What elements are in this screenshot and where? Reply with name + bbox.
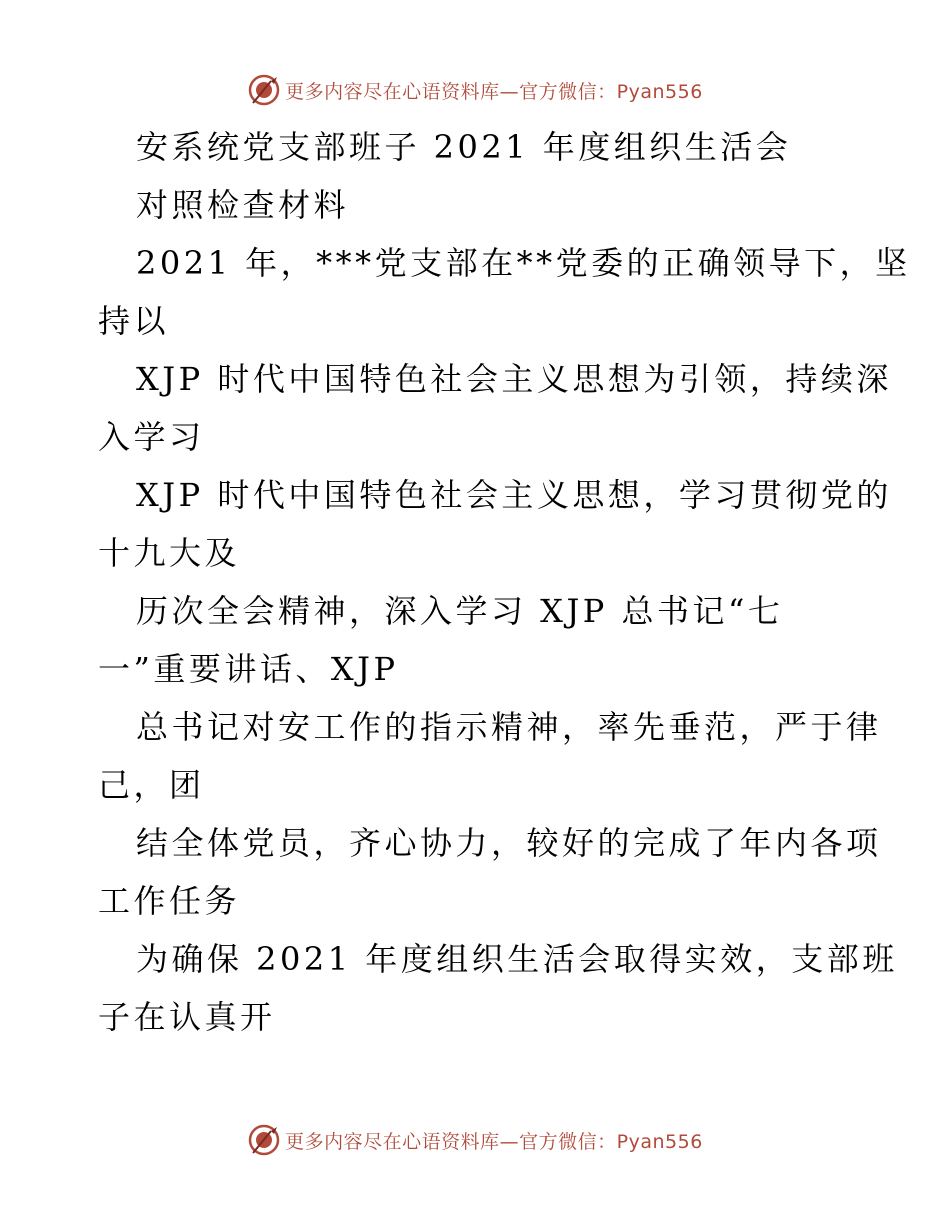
paragraph-line: 一”重要讲话、XJP [98, 650, 399, 688]
paragraph-line: XJP 时代中国特色社会主义思想为引领，持续深 [136, 360, 892, 398]
paragraph-line: 持以 [98, 302, 170, 340]
paragraph-line: 十九大及 [98, 534, 241, 572]
doc-title-line-2: 对照检查材料 [136, 186, 350, 224]
red-quill-seal-icon [247, 73, 281, 107]
paragraph-line: 历次全会精神，深入学习 XJP 总书记“七 [136, 592, 784, 630]
paragraph-line: XJP 时代中国特色社会主义思想，学习贯彻党的 [136, 476, 892, 514]
paragraph-line: 结全体党员，齐心协力，较好的完成了年内各项 [136, 824, 882, 862]
doc-title-line-1: 安系统党支部班子 2021 年度组织生活会 [136, 128, 792, 166]
paragraph-line: 己，团 [98, 766, 205, 804]
watermark-text: 更多内容尽在心语资料库—官方微信：Pyan556 [285, 1130, 703, 1153]
paragraph-line: 2021 年，***党支部在**党委的正确领导下，坚 [136, 244, 911, 282]
paragraph-line: 为确保 2021 年度组织生活会取得实效，支部班 [136, 940, 898, 978]
paragraph-line: 子在认真开 [98, 998, 276, 1036]
paragraph-line: 工作任务 [98, 882, 241, 920]
paragraph-line: 总书记对安工作的指示精神，率先垂范，严于律 [136, 708, 882, 746]
paragraph-line: 入学习 [98, 418, 205, 456]
watermark-text: 更多内容尽在心语资料库—官方微信：Pyan556 [285, 80, 703, 103]
header-watermark [0, 70, 950, 110]
document-body [98, 118, 911, 1046]
footer-watermark [0, 1120, 950, 1160]
red-quill-seal-icon [247, 1123, 281, 1157]
